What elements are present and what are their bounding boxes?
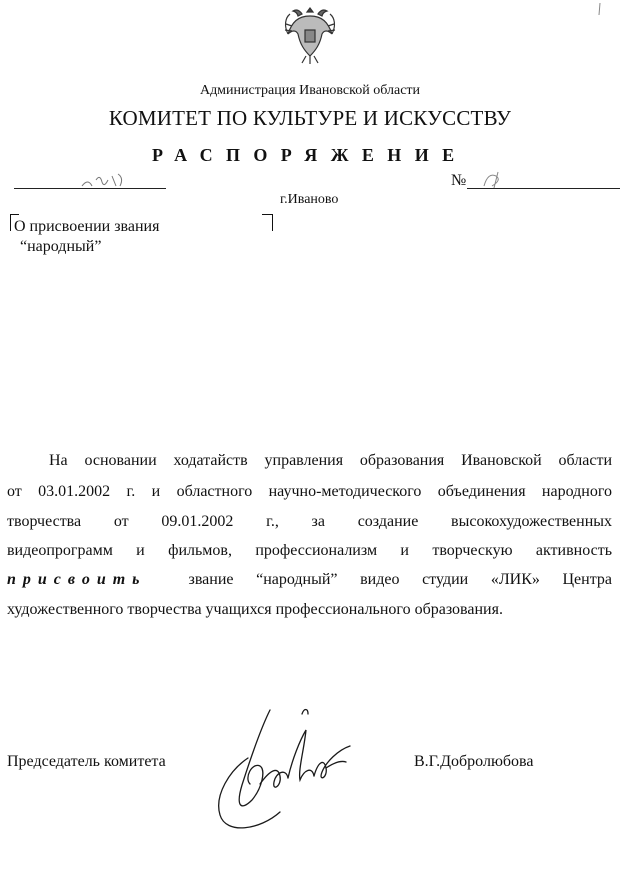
- body-line-3: творчества от 09.01.2002 г., за создание высокохудожественных: [7, 513, 612, 530]
- subject-corner-right: [262, 214, 273, 231]
- body-line-4: видеопрограмм и фильмов, профессионализм и творческую активность: [7, 542, 612, 559]
- margin-mark-icon: [596, 2, 604, 16]
- number-label: №: [451, 172, 467, 189]
- signatory-name: В.Г.Добролюбова: [414, 753, 534, 770]
- signatory-position: Председатель комитета: [7, 753, 166, 770]
- body-line-6: художественного творчества учащихся профессионального образования.: [7, 601, 503, 618]
- body-line-5-rest: звание “народный” видео студии «ЛИК» Центра: [188, 571, 612, 588]
- document-type: РАСПОРЯЖЕНИЕ: [152, 145, 468, 165]
- subject-line-1: О присвоении звания: [14, 218, 160, 235]
- body-line-5: [7, 570, 612, 590]
- coat-of-arms-icon: [282, 4, 338, 66]
- handwritten-date-icon: [80, 168, 130, 190]
- handwritten-number-icon: [480, 168, 510, 190]
- city-name: г.Иваново: [280, 192, 339, 207]
- subject-line-2: “народный”: [20, 238, 102, 255]
- signature-icon: [200, 700, 370, 850]
- administration-name: Администрация Ивановской области: [199, 83, 421, 98]
- body-line-1: На основании ходатайств управления образования Ивановской области: [49, 452, 612, 469]
- ordain-word: присвоить: [7, 571, 147, 588]
- committee-name: КОМИТЕТ ПО КУЛЬТУРЕ И ИСКУССТВУ: [108, 106, 512, 130]
- body-line-2: от 03.01.2002 г. и областного научно-методического объединения народного: [7, 483, 612, 500]
